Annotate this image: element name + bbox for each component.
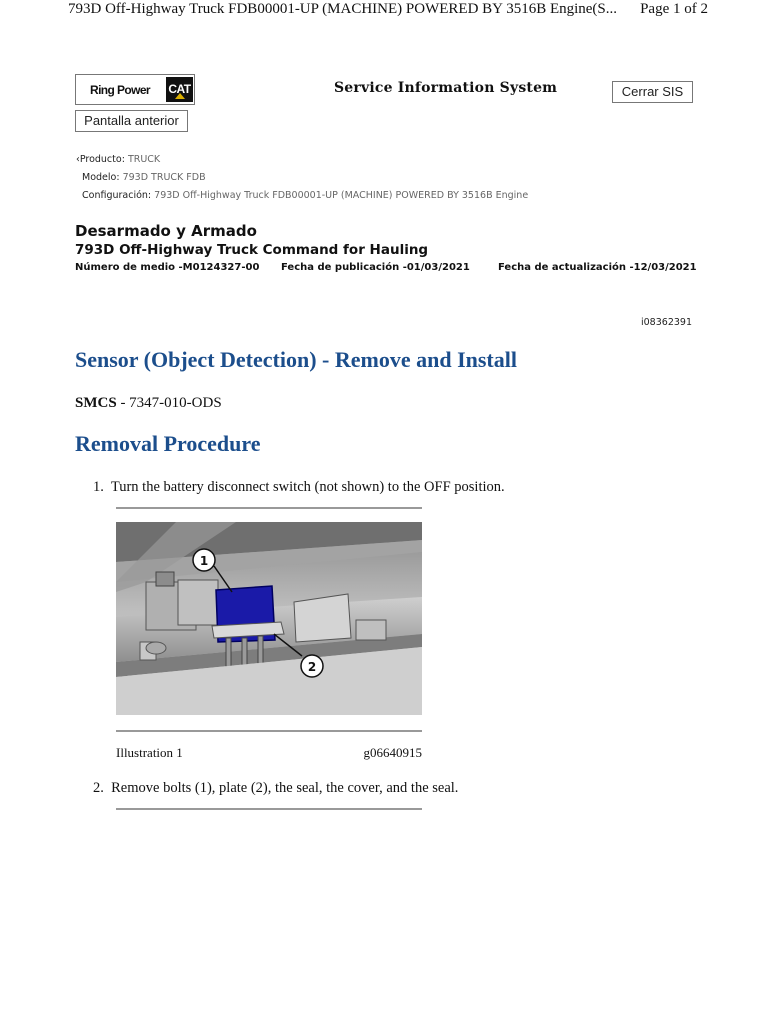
step-number: 2. [93, 780, 104, 796]
print-header-title: 793D Off-Highway Truck FDB00001-UP (MACHINE) POWERED BY 3516B Engine(S... [68, 1, 618, 17]
cat-logo: CAT [166, 77, 193, 102]
model-label: Modelo: [82, 172, 120, 183]
model-value: 793D TRUCK FDB [122, 172, 206, 183]
divider [116, 730, 422, 732]
step-text: Turn the battery disconnect switch (not shown) to the OFF position. [110, 479, 505, 495]
product-label: Producto: [79, 154, 125, 165]
caption-label: Illustration 1 [116, 745, 183, 760]
smcs-value: - 7347-010-ODS [116, 395, 222, 411]
smcs-label: SMCS [75, 395, 117, 411]
divider [116, 808, 422, 810]
dealer-logo [75, 74, 195, 105]
product-value: TRUCK [127, 154, 161, 165]
product-row [76, 154, 160, 165]
print-header [68, 1, 708, 18]
close-sis-button[interactable]: Cerrar SIS [612, 81, 693, 103]
illustration-caption [116, 745, 422, 761]
document-heading: Desarmado y Armado [75, 222, 257, 240]
dealer-name: Ring Power [90, 83, 151, 97]
document-id: i08362391 [641, 317, 692, 328]
step-1 [93, 479, 505, 496]
callout-1: 1 [199, 554, 209, 568]
callout-2: 2 [307, 660, 317, 674]
step-number: 1. [93, 479, 104, 495]
configuration-row [82, 190, 528, 201]
document-subheading: 793D Off-Highway Truck Command for Hauling [75, 242, 429, 258]
article-title: Sensor (Object Detection) - Remove and Install [75, 347, 517, 372]
model-row [82, 172, 206, 183]
configuration-label: Configuración: [82, 190, 152, 201]
step-text: Remove bolts (1), plate (2), the seal, the cover, and the seal. [111, 780, 459, 796]
section-title: Removal Procedure [75, 431, 261, 456]
illustration-image [116, 522, 422, 715]
smcs-code [75, 395, 222, 412]
step-2 [93, 780, 458, 797]
back-button[interactable]: Pantalla anterior [75, 110, 188, 132]
divider [116, 507, 422, 509]
page-indicator: Page 1 of 2 [640, 1, 708, 17]
configuration-value: 793D Off-Highway Truck FDB00001-UP (MACHINE) POWERED BY 3516B Engine [154, 190, 529, 201]
illustration-code: g06640915 [363, 745, 422, 760]
update-date: Fecha de actualización -12/03/2021 [498, 262, 697, 273]
back-chevron-icon[interactable]: ‹ [76, 154, 80, 165]
publish-date: Fecha de publicación -01/03/2021 [281, 262, 470, 273]
media-number: Número de medio -M0124327-00 [75, 262, 260, 273]
sis-title: Service Information System [334, 80, 558, 96]
